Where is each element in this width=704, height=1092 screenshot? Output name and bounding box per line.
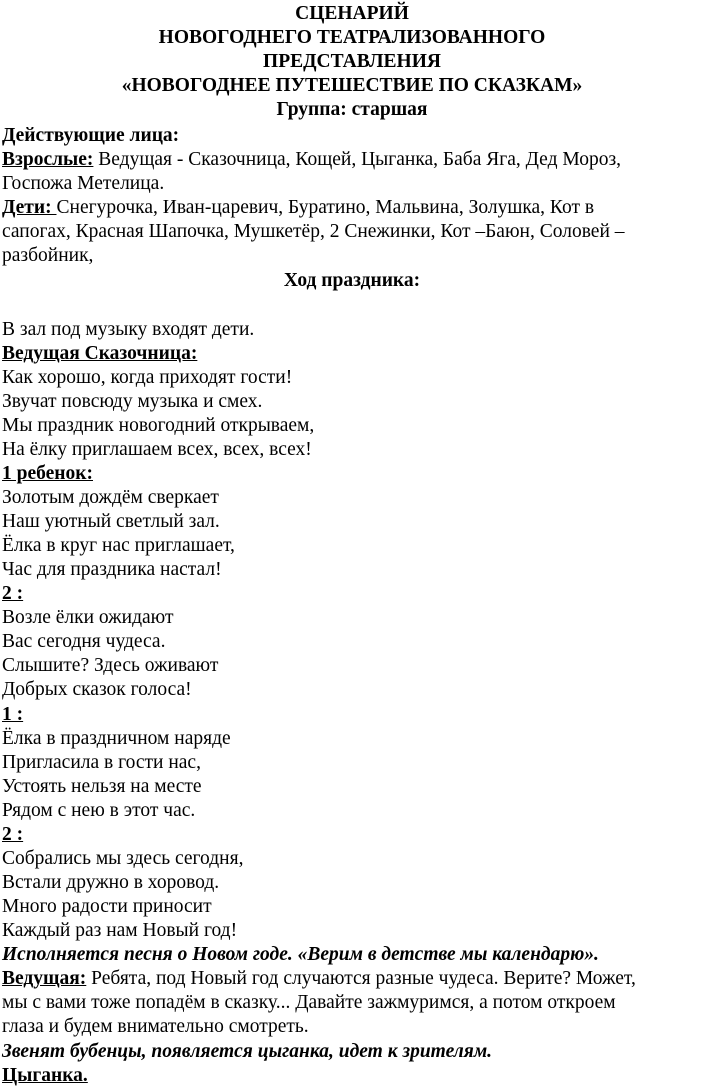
characters-heading: Действующие лица:	[2, 125, 180, 146]
group-line: Группа: старшая	[276, 99, 428, 120]
verse-line: Собрались мы здесь сегодня,	[2, 848, 244, 869]
host-label: Ведущая Сказочница:	[2, 343, 198, 364]
children-line-1	[2, 196, 702, 220]
verse-line: Звучат повсюду музыка и смех.	[2, 391, 263, 412]
verse-line: Возле ёлки ожидают	[2, 607, 174, 628]
gypsy-label: Цыганка.	[2, 1065, 88, 1086]
adults-line-2: Госпожа Метелица.	[2, 173, 165, 194]
children-text: Снегурочка, Иван-царевич, Буратино, Мальвина, Золушка, Кот в	[56, 197, 595, 218]
child2b-label: 2 :	[2, 824, 24, 845]
child2-label: 2 :	[2, 583, 24, 604]
adults-line-1	[2, 148, 702, 172]
verse-line: Много радости приносит	[2, 896, 212, 917]
title-line-3: ПРЕДСТАВЛЕНИЯ	[263, 51, 441, 72]
verse-line: Устоять нельзя на месте	[2, 776, 202, 797]
verse-line: Встали дружно в хоровод.	[2, 872, 220, 893]
adults-text: Ведущая - Сказочница, Кощей, Цыганка, Баба Яга, Дед Мороз,	[93, 149, 622, 170]
verse-line: Рядом с нею в этот час.	[2, 800, 196, 821]
host2-line-1	[2, 967, 702, 991]
verse-line: Золотым дождём сверкает	[2, 487, 219, 508]
child1b-label: 1 :	[2, 704, 24, 725]
host2-label: Ведущая:	[2, 968, 87, 989]
verse-line: Слышите? Здесь оживают	[2, 655, 219, 676]
verse-line: Пригласила в гости нас,	[2, 752, 201, 773]
adults-label: Взрослые:	[2, 149, 94, 170]
verse-line: Мы праздник новогодний открываем,	[2, 415, 315, 436]
verse-line: Ёлка в праздничном наряде	[2, 728, 231, 749]
verse-line: Вас сегодня чудеса.	[2, 631, 166, 652]
progress-heading: Ход праздника:	[283, 270, 421, 291]
host2-line-3: глаза и будем внимательно смотреть.	[2, 1016, 309, 1037]
host2-text: Ребята, под Новый год случаются разные чудеса. Верите? Может,	[86, 968, 636, 989]
title-line-4: «НОВОГОДНЕЕ ПУТЕШЕСТВИЕ ПО СКАЗКАМ»	[121, 75, 583, 96]
host2-line-2: мы с вами тоже попадём в сказку... Давайте зажмуримся, а потом откроем	[2, 992, 616, 1013]
title-line-2: НОВОГОДНЕГО ТЕАТРАЛИЗОВАННОГО	[158, 27, 546, 48]
children-line-3: разбойник,	[2, 245, 94, 266]
verse-line: Каждый раз нам Новый год!	[2, 920, 238, 941]
song-direction: Исполняется песня о Новом годе. «Верим в детстве мы календарю».	[2, 944, 599, 965]
children-line-2: сапогах, Красная Шапочка, Мушкетёр, 2 Снежинки, Кот –Баюн, Соловей –	[2, 221, 625, 242]
title-line-1: СЦЕНАРИЙ	[295, 3, 409, 24]
child1-label: 1 ребенок:	[2, 463, 93, 484]
verse-line: На ёлку приглашаем всех, всех, всех!	[2, 439, 312, 460]
verse-line: Наш уютный светлый зал.	[2, 511, 220, 532]
bells-direction: Звенят бубенцы, появляется цыганка, идет к зрителям.	[2, 1041, 493, 1062]
children-label: Дети:	[2, 197, 57, 218]
verse-line: Как хорошо, когда приходят гости!	[2, 367, 293, 388]
verse-line: Час для праздника настал!	[2, 559, 222, 580]
verse-line: Добрых сказок голоса!	[2, 679, 192, 700]
verse-line: Ёлка в круг нас приглашает,	[2, 535, 235, 556]
intro-line: В зал под музыку входят дети.	[2, 319, 255, 340]
